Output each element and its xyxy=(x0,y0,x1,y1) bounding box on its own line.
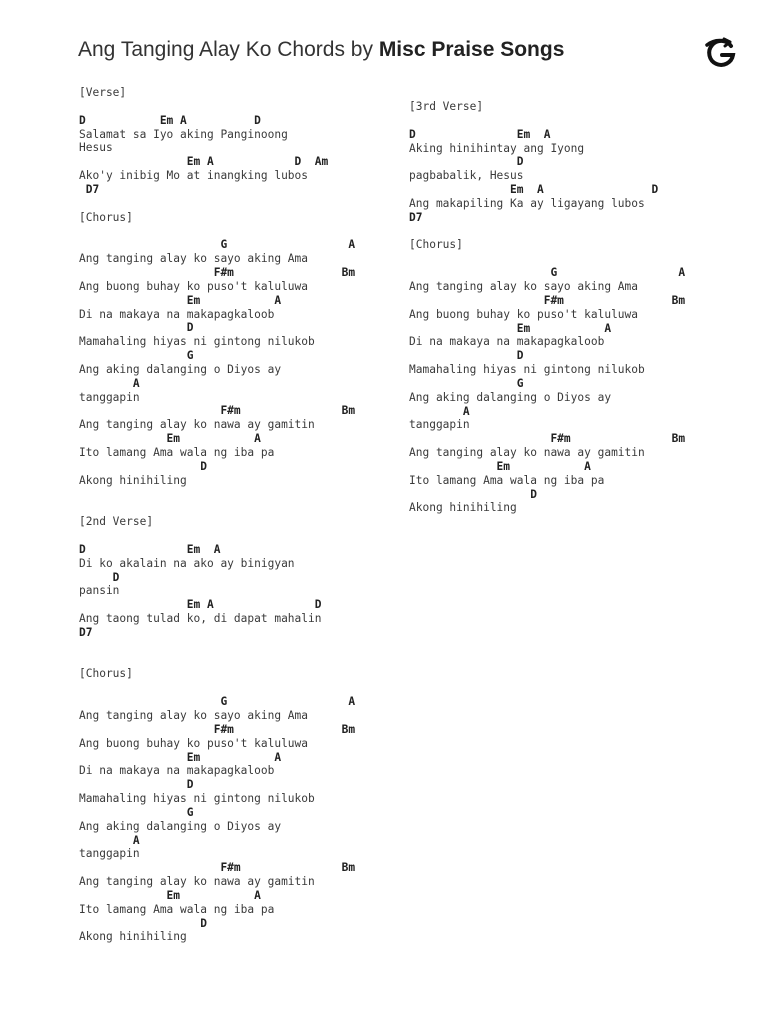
chord-line: Em A xyxy=(409,321,612,335)
lyric-line: Ito lamang Ama wala ng iba pa xyxy=(409,473,605,487)
lyric-line: Di na makaya na makapagkaloob xyxy=(79,764,275,778)
lyric-line: Akong hinihiling xyxy=(409,501,517,515)
lyric-line: Ang aking dalanging o Diyos ay xyxy=(79,819,282,833)
lyric-line: Mamahaling hiyas ni gintong nilukob xyxy=(409,363,645,377)
lyric-line: pagbabalik, Hesus xyxy=(409,169,524,183)
chord-line: F#m Bm xyxy=(79,404,356,418)
lyric-line: Ang tanging alay ko sayo aking Ama xyxy=(79,252,309,266)
chord-line: Em A xyxy=(79,888,261,902)
lyric-line: pansin xyxy=(79,584,120,598)
chord-line: Em A xyxy=(409,459,591,473)
lyric-line: Ang tanging alay ko nawa ay gamitin xyxy=(79,875,315,889)
lyric-line: Ang buong buhay ko puso't kaluluwa xyxy=(79,736,309,750)
chord-line: Em A xyxy=(79,293,282,307)
lyric-line: Salamat sa Iyo aking Panginoong xyxy=(79,127,288,141)
chord-line: D xyxy=(409,155,524,169)
lyric-line: Ito lamang Ama wala ng iba pa xyxy=(79,902,275,916)
chord-line: D xyxy=(409,349,524,363)
chord-line: D xyxy=(79,321,194,335)
chord-line: D xyxy=(79,570,120,584)
chord-line: G A xyxy=(409,266,686,280)
lyric-line: Akong hinihiling xyxy=(79,473,187,487)
artist-name: Misc Praise Songs xyxy=(378,38,565,61)
lyric-line: Ang tanging alay ko nawa ay gamitin xyxy=(409,446,645,460)
lyric-line: Ang tanging alay ko sayo aking Ama xyxy=(409,279,639,293)
chord-line: D Em A xyxy=(409,127,551,141)
lyric-line xyxy=(79,640,355,654)
section-label: [Verse] xyxy=(79,86,127,99)
page-title xyxy=(78,38,564,62)
lyric-line: Ang taong tulad ko, di dapat mahalin xyxy=(79,612,322,626)
lyric-line xyxy=(79,487,355,501)
chord-line: F#m Bm xyxy=(409,432,686,446)
lyric-line: Di ko akalain na ako ay binigyan xyxy=(79,556,295,570)
section-label: [2nd Verse] xyxy=(79,515,154,529)
chord-line: D xyxy=(79,459,207,473)
chord-line: D7 xyxy=(79,182,100,196)
lyric-line: Ang buong buhay ko puso't kaluluwa xyxy=(79,279,309,293)
chord-line: D Em A xyxy=(79,542,221,556)
lyric-line: Ang aking dalanging o Diyos ay xyxy=(79,362,282,376)
lyric-line: tanggapin xyxy=(409,418,470,432)
lyric-line: Ang tanging alay ko nawa ay gamitin xyxy=(79,418,315,432)
chord-line: F#m Bm xyxy=(409,293,686,307)
chord-line: G xyxy=(79,349,194,363)
lyric-line xyxy=(409,114,685,128)
chord-line: D xyxy=(79,778,194,792)
chord-line: A xyxy=(79,833,140,847)
chord-line: Em A D Am xyxy=(79,155,329,169)
lyric-line: Mamahaling hiyas ni gintong nilukob xyxy=(79,792,315,806)
chord-line: G A xyxy=(79,238,356,252)
chord-line: D7 xyxy=(79,625,93,639)
lyric-line: Ang buong buhay ko puso't kaluluwa xyxy=(409,307,639,321)
g-swirl-logo-icon xyxy=(704,36,738,70)
chord-line: D Em A D xyxy=(79,113,261,127)
chord-line: F#m Bm xyxy=(79,861,356,875)
chord-line: D xyxy=(409,487,537,501)
lyric-line: tanggapin xyxy=(79,847,140,861)
lyric-line: Akong hinihiling xyxy=(79,930,187,944)
lyric-line xyxy=(79,197,355,211)
chord-line: A xyxy=(79,376,140,390)
lyric-line xyxy=(79,654,355,668)
lyric-line xyxy=(79,529,355,543)
lyric-line xyxy=(79,501,355,515)
chord-line: D xyxy=(79,916,207,930)
lyric-line: Hesus xyxy=(79,141,113,155)
lyric-line: Ako'y inibig Mo at inangking lubos xyxy=(79,169,309,183)
lyric-line: Ang tanging alay ko sayo aking Ama xyxy=(79,708,309,722)
chord-line: G xyxy=(79,805,194,819)
section-label: [3rd Verse] xyxy=(409,100,484,113)
chord-line: A xyxy=(409,404,470,418)
chord-line: Em A xyxy=(79,750,282,764)
chord-line: D7 xyxy=(409,210,423,224)
section-label: [Chorus] xyxy=(409,238,463,252)
lyric-line xyxy=(79,100,355,114)
lyric-line xyxy=(79,224,355,238)
lyrics-column-right xyxy=(409,100,685,515)
section-label: [Chorus] xyxy=(79,210,133,224)
lyric-line xyxy=(409,252,685,266)
lyric-line: Aking hinihintay ang Iyong xyxy=(409,141,585,155)
song-title: Ang Tanging Alay Ko Chords by xyxy=(78,38,379,61)
lyric-line: Ang makapiling Ka ay ligayang lubos xyxy=(409,196,645,210)
chord-line: G A xyxy=(79,695,356,709)
lyric-line: tanggapin xyxy=(79,390,140,404)
lyrics-column-left xyxy=(79,86,355,944)
chord-line: G xyxy=(409,376,524,390)
lyric-line xyxy=(409,225,685,239)
chord-line: Em A D xyxy=(409,183,659,197)
lyric-line: Di na makaya na makapagkaloob xyxy=(409,335,605,349)
chord-line: Em A D xyxy=(79,598,322,612)
chord-line: Em A xyxy=(79,432,261,446)
section-label: [Chorus] xyxy=(79,667,133,681)
lyric-line: Mamahaling hiyas ni gintong nilukob xyxy=(79,335,315,349)
lyric-line: Di na makaya na makapagkaloob xyxy=(79,307,275,321)
lyric-line: Ito lamang Ama wala ng iba pa xyxy=(79,445,275,459)
lyric-line: Ang aking dalanging o Diyos ay xyxy=(409,390,612,404)
chord-line: F#m Bm xyxy=(79,265,356,279)
lyric-line xyxy=(79,681,355,695)
chord-line: F#m Bm xyxy=(79,722,356,736)
